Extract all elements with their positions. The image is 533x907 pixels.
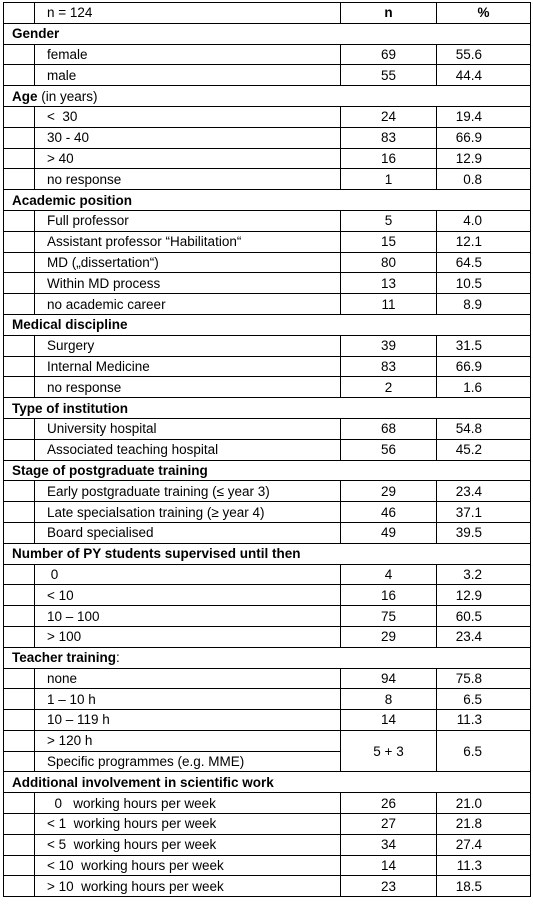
row-lead-cell bbox=[4, 127, 35, 148]
row-percent: 11.3 bbox=[437, 855, 531, 876]
table-row bbox=[4, 252, 531, 273]
row-lead-cell bbox=[4, 689, 35, 710]
row-percent: 37.1 bbox=[437, 502, 531, 523]
row-label: < 10 bbox=[35, 585, 341, 606]
row-lead-cell bbox=[4, 335, 35, 356]
row-count: 27 bbox=[341, 814, 437, 835]
category-row-medical-discipline bbox=[4, 314, 531, 335]
table-row bbox=[4, 294, 531, 315]
row-percent: 23.4 bbox=[437, 626, 531, 647]
row-percent: 6.5 bbox=[437, 689, 531, 710]
row-percent: 66.9 bbox=[437, 127, 531, 148]
row-percent: 18.5 bbox=[437, 876, 531, 897]
row-percent: 3.2 bbox=[437, 564, 531, 585]
row-lead-cell bbox=[4, 876, 35, 897]
table-row bbox=[4, 44, 531, 65]
row-count: 2 bbox=[341, 377, 437, 398]
table-row bbox=[4, 169, 531, 190]
category-title-text: Age bbox=[12, 88, 38, 104]
row-label: Late specialsation training (≥ year 4) bbox=[35, 502, 341, 523]
category-title: Type of institution bbox=[4, 398, 531, 419]
row-lead-cell bbox=[4, 834, 35, 855]
category-title: Number of PY students supervised until then bbox=[4, 543, 531, 564]
row-lead-cell bbox=[4, 418, 35, 439]
row-label: male bbox=[35, 65, 341, 86]
table-row bbox=[4, 481, 531, 502]
category-title-suffix: (in years) bbox=[37, 88, 98, 104]
row-count: 13 bbox=[341, 273, 437, 294]
category-row-students-supervised bbox=[4, 543, 531, 564]
row-count: 24 bbox=[341, 106, 437, 127]
category-title-suffix: : bbox=[116, 650, 120, 666]
row-lead-cell bbox=[4, 585, 35, 606]
row-lead-cell bbox=[4, 730, 35, 751]
row-label: no response bbox=[35, 377, 341, 398]
row-percent: 12.9 bbox=[437, 585, 531, 606]
table-row bbox=[4, 148, 531, 169]
row-label: 30 - 40 bbox=[35, 127, 341, 148]
row-label: 1 – 10 h bbox=[35, 689, 341, 710]
row-lead-cell bbox=[4, 564, 35, 585]
row-label: Early postgraduate training (≤ year 3) bbox=[35, 481, 341, 502]
table-row bbox=[4, 522, 531, 543]
category-title: Stage of postgraduate training bbox=[4, 460, 531, 481]
row-label: Full professor bbox=[35, 210, 341, 231]
table-row bbox=[4, 689, 531, 710]
row-lead-cell bbox=[4, 356, 35, 377]
row-label: Assistant professor “Habilitation“ bbox=[35, 231, 341, 252]
row-lead-cell bbox=[4, 855, 35, 876]
row-lead-cell bbox=[4, 273, 35, 294]
category-title bbox=[4, 647, 531, 668]
table-row bbox=[4, 106, 531, 127]
row-percent: 21.0 bbox=[437, 793, 531, 814]
row-label: 0 working hours per week bbox=[35, 793, 341, 814]
row-lead-cell bbox=[4, 44, 35, 65]
row-count: 49 bbox=[341, 522, 437, 543]
row-count: 80 bbox=[341, 252, 437, 273]
row-percent: 54.8 bbox=[437, 418, 531, 439]
row-label: 0 bbox=[35, 564, 341, 585]
row-percent-merged: 6.5 bbox=[437, 730, 531, 772]
row-count: 16 bbox=[341, 148, 437, 169]
row-label: Associated teaching hospital bbox=[35, 439, 341, 460]
category-row-gender bbox=[4, 23, 531, 44]
table-row bbox=[4, 793, 531, 814]
row-count: 5 bbox=[341, 210, 437, 231]
table-row bbox=[4, 65, 531, 86]
table-row bbox=[4, 834, 531, 855]
row-count: 83 bbox=[341, 356, 437, 377]
category-row-age bbox=[4, 86, 531, 107]
row-count: 23 bbox=[341, 876, 437, 897]
table-row bbox=[4, 876, 531, 897]
table-row bbox=[4, 335, 531, 356]
row-lead-cell bbox=[4, 65, 35, 86]
demographics-table bbox=[3, 2, 531, 897]
row-label: Board specialised bbox=[35, 522, 341, 543]
row-lead-cell bbox=[4, 169, 35, 190]
table-row bbox=[4, 606, 531, 627]
row-percent: 27.4 bbox=[437, 834, 531, 855]
row-count: 14 bbox=[341, 855, 437, 876]
row-percent: 66.9 bbox=[437, 356, 531, 377]
row-lead-cell bbox=[4, 751, 35, 772]
row-percent: 19.4 bbox=[437, 106, 531, 127]
row-label: > 10 working hours per week bbox=[35, 876, 341, 897]
table-row bbox=[4, 439, 531, 460]
row-label: < 5 working hours per week bbox=[35, 834, 341, 855]
column-header-percent: % bbox=[437, 3, 531, 24]
row-count: 15 bbox=[341, 231, 437, 252]
row-percent: 60.5 bbox=[437, 606, 531, 627]
row-label: 10 – 100 bbox=[35, 606, 341, 627]
row-lead-cell bbox=[4, 252, 35, 273]
row-count: 46 bbox=[341, 502, 437, 523]
row-count: 94 bbox=[341, 668, 437, 689]
row-label: University hospital bbox=[35, 418, 341, 439]
row-percent: 21.8 bbox=[437, 814, 531, 835]
category-title-text: Teacher training bbox=[12, 650, 117, 666]
table-row bbox=[4, 585, 531, 606]
row-label: < 10 working hours per week bbox=[35, 855, 341, 876]
category-title: Medical discipline bbox=[4, 314, 531, 335]
row-label: no response bbox=[35, 169, 341, 190]
category-title: Academic position bbox=[4, 190, 531, 211]
row-count: 29 bbox=[341, 626, 437, 647]
row-count: 29 bbox=[341, 481, 437, 502]
table-row bbox=[4, 210, 531, 231]
row-lead-cell bbox=[4, 502, 35, 523]
row-label: < 1 working hours per week bbox=[35, 814, 341, 835]
row-count: 55 bbox=[341, 65, 437, 86]
row-percent: 12.9 bbox=[437, 148, 531, 169]
row-lead-cell bbox=[4, 522, 35, 543]
row-label: < 30 bbox=[35, 106, 341, 127]
table-row bbox=[4, 814, 531, 835]
row-count: 8 bbox=[341, 689, 437, 710]
row-lead-cell bbox=[4, 793, 35, 814]
row-lead-cell bbox=[4, 439, 35, 460]
table-row bbox=[4, 127, 531, 148]
column-header-n: n bbox=[341, 3, 437, 24]
row-percent: 11.3 bbox=[437, 710, 531, 731]
row-lead-cell bbox=[4, 710, 35, 731]
table-row bbox=[4, 273, 531, 294]
row-lead-cell bbox=[4, 210, 35, 231]
category-row-training-stage bbox=[4, 460, 531, 481]
category-row-scientific-work bbox=[4, 772, 531, 793]
row-label: no academic career bbox=[35, 294, 341, 315]
row-label: MD („dissertation“) bbox=[35, 252, 341, 273]
row-percent: 0.8 bbox=[437, 169, 531, 190]
category-title: Gender bbox=[4, 23, 531, 44]
row-lead-cell bbox=[4, 668, 35, 689]
table-row bbox=[4, 710, 531, 731]
table-row bbox=[4, 668, 531, 689]
row-percent: 8.9 bbox=[437, 294, 531, 315]
row-lead-cell bbox=[4, 481, 35, 502]
row-label: > 120 h bbox=[35, 730, 341, 751]
table-row bbox=[4, 231, 531, 252]
row-count: 69 bbox=[341, 44, 437, 65]
row-percent: 1.6 bbox=[437, 377, 531, 398]
category-row-academic-position bbox=[4, 190, 531, 211]
row-percent: 31.5 bbox=[437, 335, 531, 356]
row-count: 26 bbox=[341, 793, 437, 814]
table-row bbox=[4, 855, 531, 876]
table-row bbox=[4, 564, 531, 585]
row-count: 34 bbox=[341, 834, 437, 855]
row-percent: 39.5 bbox=[437, 522, 531, 543]
row-label: 10 – 119 h bbox=[35, 710, 341, 731]
row-lead-cell bbox=[4, 3, 35, 24]
row-lead-cell bbox=[4, 106, 35, 127]
row-count: 56 bbox=[341, 439, 437, 460]
row-lead-cell bbox=[4, 606, 35, 627]
category-title: Additional involvement in scientific work bbox=[4, 772, 531, 793]
row-percent: 75.8 bbox=[437, 668, 531, 689]
row-count: 11 bbox=[341, 294, 437, 315]
row-percent: 12.1 bbox=[437, 231, 531, 252]
row-percent: 64.5 bbox=[437, 252, 531, 273]
row-lead-cell bbox=[4, 294, 35, 315]
row-count: 1 bbox=[341, 169, 437, 190]
table-row bbox=[4, 626, 531, 647]
row-percent: 23.4 bbox=[437, 481, 531, 502]
row-label: Within MD process bbox=[35, 273, 341, 294]
row-percent: 55.6 bbox=[437, 44, 531, 65]
row-label: > 40 bbox=[35, 148, 341, 169]
row-label: Surgery bbox=[35, 335, 341, 356]
row-percent: 45.2 bbox=[437, 439, 531, 460]
row-count: 39 bbox=[341, 335, 437, 356]
row-count: 68 bbox=[341, 418, 437, 439]
table-row-merged-top bbox=[4, 730, 531, 751]
category-title bbox=[4, 86, 531, 107]
row-label: Internal Medicine bbox=[35, 356, 341, 377]
row-count: 16 bbox=[341, 585, 437, 606]
row-lead-cell bbox=[4, 148, 35, 169]
table-row bbox=[4, 502, 531, 523]
row-percent: 4.0 bbox=[437, 210, 531, 231]
row-count: 4 bbox=[341, 564, 437, 585]
table-row bbox=[4, 418, 531, 439]
category-row-teacher-training bbox=[4, 647, 531, 668]
row-count: 83 bbox=[341, 127, 437, 148]
table-row bbox=[4, 377, 531, 398]
row-count: 14 bbox=[341, 710, 437, 731]
row-count-merged: 5 + 3 bbox=[341, 730, 437, 772]
row-lead-cell bbox=[4, 814, 35, 835]
sample-size-label: n = 124 bbox=[35, 3, 341, 24]
category-row-institution bbox=[4, 398, 531, 419]
row-percent: 44.4 bbox=[437, 65, 531, 86]
row-lead-cell bbox=[4, 231, 35, 252]
row-count: 75 bbox=[341, 606, 437, 627]
header-row bbox=[4, 3, 531, 24]
row-lead-cell bbox=[4, 626, 35, 647]
row-label: female bbox=[35, 44, 341, 65]
row-label: Specific programmes (e.g. MME) bbox=[35, 751, 341, 772]
row-label: none bbox=[35, 668, 341, 689]
row-label: > 100 bbox=[35, 626, 341, 647]
row-percent: 10.5 bbox=[437, 273, 531, 294]
table-row bbox=[4, 356, 531, 377]
row-lead-cell bbox=[4, 377, 35, 398]
